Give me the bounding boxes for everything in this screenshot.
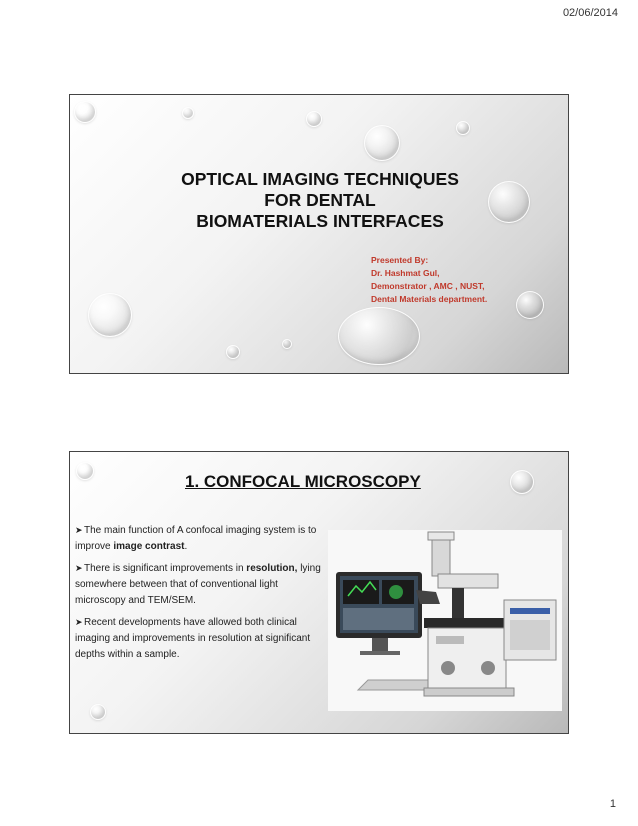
bullet-text: There is significant improvements in: [84, 563, 247, 574]
bullet-item: [75, 614, 323, 663]
title-slide: [69, 94, 569, 374]
water-droplet: [182, 107, 194, 119]
bullet-bold-text: image contrast: [113, 541, 185, 552]
slide-heading: 1. CONFOCAL MICROSCOPY: [185, 472, 421, 491]
arrow-bullet-icon: ➤: [75, 617, 83, 627]
water-droplet: [226, 345, 240, 359]
bullet-item: [75, 522, 323, 555]
presenter-info: [371, 254, 487, 306]
arrow-bullet-icon: ➤: [75, 563, 83, 573]
page-number: 1: [609, 798, 616, 810]
title-line: BIOMATERIALS INTERFACES: [196, 211, 444, 231]
page-date: 02/06/2014: [562, 7, 618, 19]
water-droplet: [456, 121, 470, 135]
water-droplet: [364, 125, 400, 161]
water-droplet: [88, 293, 132, 337]
water-droplet: [90, 704, 106, 720]
water-droplet: [510, 470, 534, 494]
arrow-bullet-icon: ➤: [75, 525, 83, 535]
water-droplet: [76, 462, 94, 480]
bullet-text: The main function of A confocal imaging system is to improve: [75, 525, 317, 552]
water-droplet: [516, 291, 544, 319]
title-line: OPTICAL IMAGING TECHNIQUES: [181, 169, 459, 189]
bullet-list: [75, 522, 323, 668]
title-line: FOR DENTAL: [264, 190, 376, 210]
bullet-text: .: [184, 541, 188, 552]
microscope-image: [328, 530, 562, 711]
water-droplet: [338, 307, 420, 365]
presenter-line: Presented By:: [371, 255, 429, 265]
water-droplet: [282, 339, 292, 349]
confocal-slide: [69, 451, 569, 734]
slide-title: [70, 169, 569, 232]
presenter-line: Dental Materials department.: [371, 294, 488, 304]
presenter-line: Dr. Hashmat Gul,: [371, 268, 440, 278]
water-droplet: [306, 111, 322, 127]
bullet-item: [75, 560, 323, 609]
presenter-line: Demonstrator , AMC , NUST,: [371, 281, 485, 291]
bullet-bold-text: resolution,: [246, 563, 298, 574]
bullet-text: lying somewhere between that of conventional light microscopy and TEM/SEM.: [75, 563, 321, 606]
bullet-text: Recent developments have allowed both clinical imaging and improvements in resolution at significant depths within a sample.: [75, 617, 311, 660]
water-droplet: [74, 101, 96, 123]
